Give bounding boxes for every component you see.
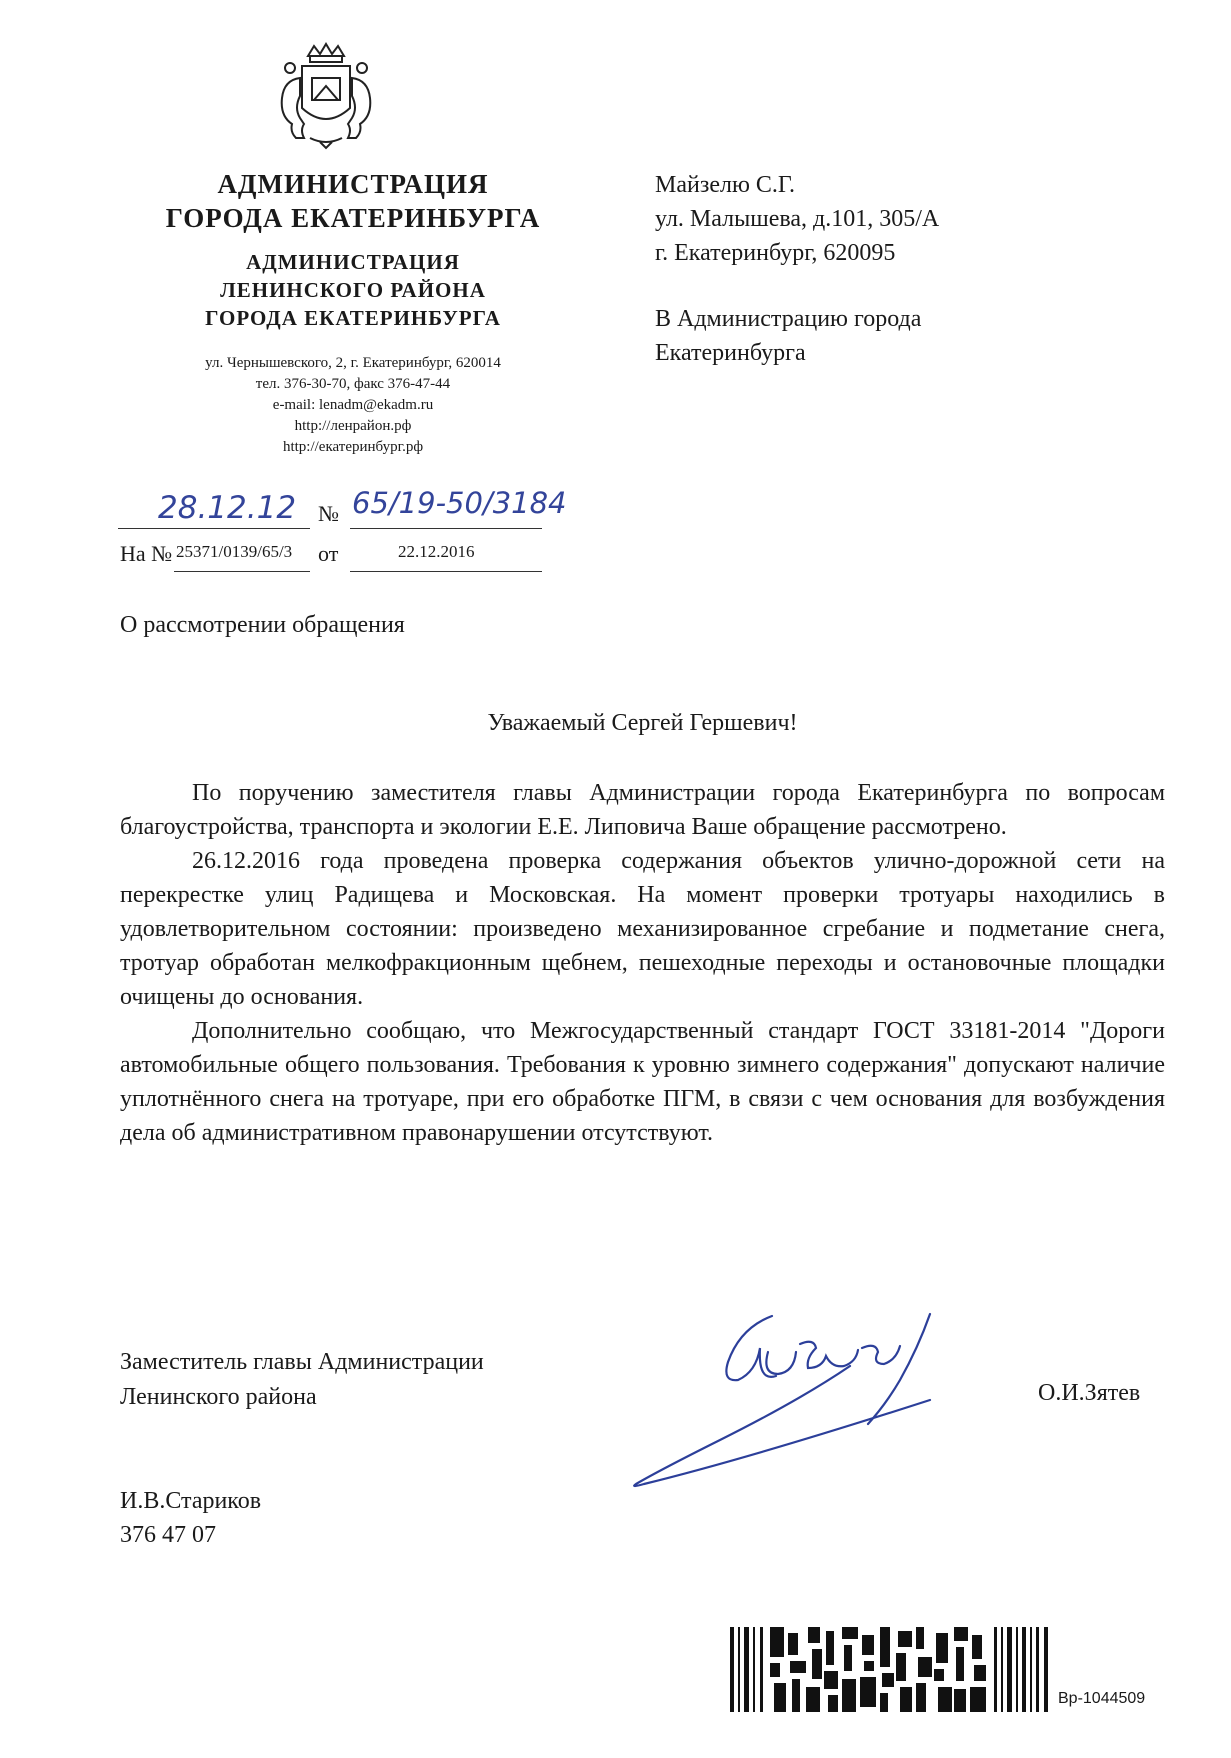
contacts-block (113, 353, 593, 458)
letter-greeting: Уважаемый Сергей Гершевич! (487, 710, 798, 736)
reply-number-underline (174, 571, 310, 572)
number-underline (350, 528, 542, 529)
recipient-name: Майзелю С.Г. (655, 172, 796, 198)
suborg-name-line2: ЛЕНИНСКОГО РАЙОНА (220, 278, 486, 302)
body-paragraph-3: Дополнительно сообщаю, что Межгосударственный стандарт ГОСТ 33181-2014 "Дороги автомобильные общего пользования. Требования к уровню зимнего содержания" допускают наличие уплотнённого снега на тротуаре, при его обработке ПГМ, в связи с чем основания для возбуждения дела об административном правонарушении отсутствуют. (120, 1018, 1165, 1146)
org-name-line2: ГОРОДА ЕКАТЕРИНБУРГА (165, 203, 541, 233)
suborg-name-line1: АДМИНИСТРАЦИЯ (246, 250, 460, 274)
reply-number: 25371/0139/65/3 (176, 542, 293, 561)
signer-position-line1: Заместитель главы Администрации (120, 1349, 484, 1375)
recipient-street: ул. Малышева, д.101, 305/А (655, 206, 940, 232)
from-label: от (318, 541, 339, 566)
document-code: Вр-1044509 (1058, 1690, 1146, 1707)
contact-email: e-mail: lenadm@ekadm.ru (272, 397, 434, 413)
registration-date: 28.12.12 (158, 490, 297, 526)
reply-date: 22.12.2016 (398, 542, 475, 561)
body-paragraph-2: 26.12.2016 года проведена проверка содержания объектов улично-дорожной сети на перекрестке улиц Радищева и Московская. На момент проверки тротуары находились в удовлетворительном состоянии: произведено механизированное сгребание и подметание снега, тротуар обработан мелкофракционным щебнем, пешеходные переходы и остановочные площадки очищены до основания. (120, 848, 1165, 1010)
coat-of-arms-icon (270, 38, 382, 150)
date-underline (118, 528, 310, 529)
contact-site-city: http://екатеринбург.рф (282, 439, 424, 455)
signer-position (120, 1345, 484, 1415)
executor-block (120, 1484, 261, 1552)
contact-address: ул. Чернышевского, 2, г. Екатеринбург, 620014 (205, 355, 501, 371)
body-paragraph-1: По поручению заместителя главы Администрации города Екатеринбурга по вопросам благоустройства, транспорта и экологии Е.Е. Липовича Ваше обращение рассмотрено. (120, 780, 1165, 840)
number-label: № (318, 501, 339, 526)
executor-name: И.В.Стариков (120, 1488, 262, 1514)
signer-name: О.И.Зятев (1038, 1380, 1141, 1406)
org-name-line1: АДМИНИСТРАЦИЯ (217, 169, 489, 199)
contact-site-district: http://ленрайон.рф (294, 418, 412, 434)
recipient-city: г. Екатеринбург, 620095 (655, 240, 896, 266)
recipient-block (655, 168, 939, 370)
handwritten-signature-icon (600, 1308, 960, 1498)
letter-subject: О рассмотрении обращения (120, 612, 405, 638)
signer-position-line2: Ленинского района (120, 1384, 317, 1410)
barcode-icon (730, 1627, 1050, 1712)
copy-recipient-line1: В Администрацию города (655, 306, 922, 332)
reply-label: На № (120, 541, 173, 566)
suborg-name-line3: ГОРОДА ЕКАТЕРИНБУРГА (205, 306, 501, 330)
reply-date-underline (350, 571, 542, 572)
executor-phone: 376 47 07 (120, 1522, 216, 1548)
copy-recipient-line2: Екатеринбурга (655, 340, 806, 366)
letter-body (120, 776, 1165, 1150)
registration-number: 65/19-50/3184 (352, 486, 567, 520)
contact-phone: тел. 376-30-70, факс 376-47-44 (255, 376, 451, 392)
